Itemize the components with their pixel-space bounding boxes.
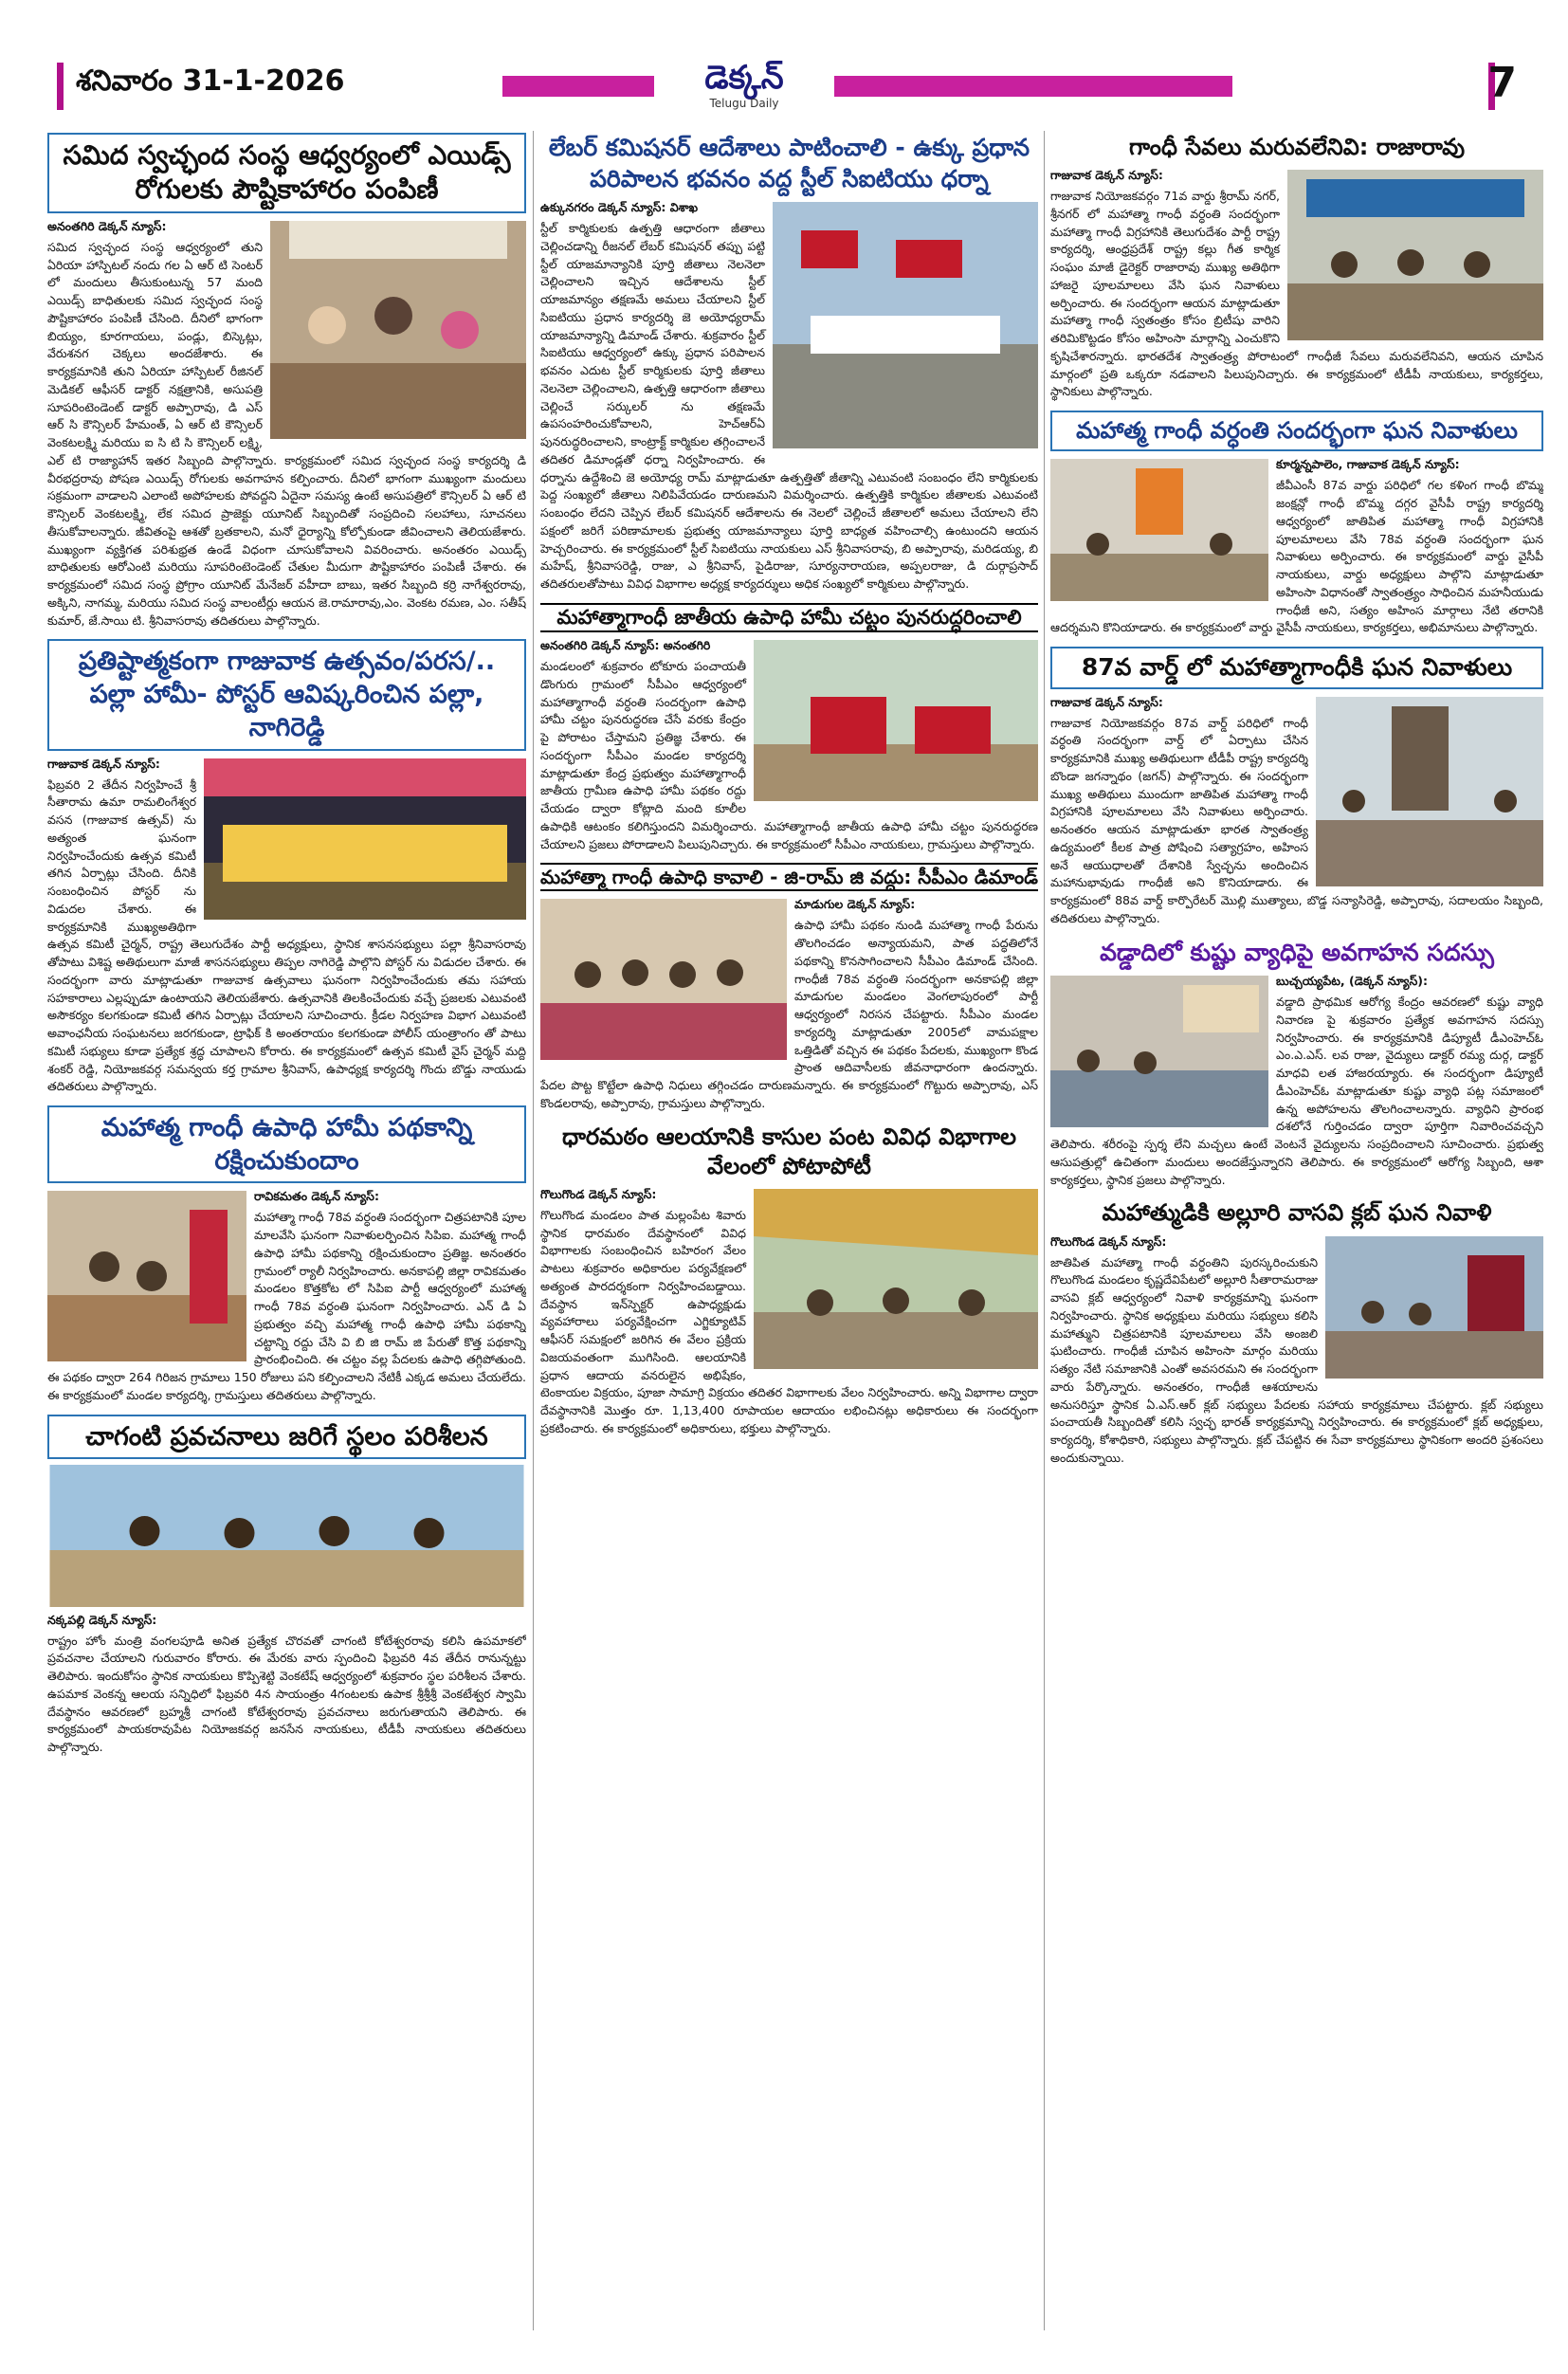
page-number: 7 xyxy=(1487,59,1517,107)
headline: మహాత్మ గాంధీ వర్ధంతి సందర్భంగా ఘన నివాళులు xyxy=(1050,411,1543,451)
article-body: గాజువాక నియోజకవర్గం 87వ వార్డ్ పరిధిలో గాంధీ వర్ధంతి సందర్భంగా వార్డ్ లో ఏర్పాటు చేసిన కార్యక్రమానికి ముఖ్య అతిథులుగా టీడీపీ రాష్ట్ర కార్యదర్శి బొండా జగన్నాథం (జగన్) పాల్గొన్నారు. ఈ సందర్భంగా ముఖ్య అతిథులు ముందుగా జాతిపిత మహాత్మా గాంధీ విగ్రహానికి పూలమాలలు వేసి నివాళులు అర్పించారు. అనంతరం ఆయన మాట్లాడుతూ భారత స్వాతంత్ర్య ఉద్యమంలో కీలక పాత్ర పోషించి సత్యాగ్రహం, అహింస అనే ఆయుధాలతో దేశానికి స్వేచ్ఛను అందించిన మహానుభావుడు గాంధీజీ అని కొనియాడారు. ఈ కార్యక్రమంలో 88వ వార్డ్ కార్పొరేటర్ మొల్లి ముత్యాలు, బొడ్డ సన్యాసిరెడ్డి, అప్పారావు, సదాలయం సిబ్బంది, తదితరులు పాల్గొన్నారు. xyxy=(1050,715,1543,925)
headline: 87వ వార్డ్ లో మహాత్మాగాంధీకి ఘన నివాళులు xyxy=(1050,647,1543,689)
byline: గాజువాక డెక్కన్ న్యూస్: xyxy=(47,756,160,771)
news-photo xyxy=(754,1189,1038,1369)
news-photo xyxy=(47,1465,526,1607)
news-photo xyxy=(1316,697,1543,886)
logo-subtitle: Telugu Daily xyxy=(709,97,779,110)
byline: నక్కపల్లి డెక్కన్ న్యూస్: xyxy=(47,1612,157,1627)
byline: అనంతగిరి డెక్కన్ న్యూస్: అనంతగిరి xyxy=(540,638,711,653)
logo-text: డెక్కన్ xyxy=(704,59,784,97)
byline: బుచ్చయ్యపేట, (డెక్కన్ న్యూస్): xyxy=(1276,974,1429,989)
column-right xyxy=(1050,131,1543,1477)
article-dharamatham xyxy=(540,1123,1038,1438)
news-photo xyxy=(47,1191,246,1361)
byline: ఉక్కునగరం డెక్కన్ న్యూస్: విశాఖ xyxy=(540,200,699,214)
headline: లేబర్ కమిషనర్ ఆదేశాలు పాటించాలి - ఉక్కు ప్రధాన పరిపాలన భవనం వద్ద స్టీల్ సిఐటియు ధర్నా xyxy=(548,134,1030,192)
article-body: జాతిపిత మహాత్మా గాంధీ వర్ధంతిని పురస్కరించుకుని గొలుగొండ మండలం కృష్ణదేవిపేటలో అల్లూరి సీతారామరాజు వాసవి క్లబ్ ఆధ్వర్యంలో నివాళి కార్యక్రమాన్ని ఘనంగా నిర్వహించారు. స్థానిక అధ్యక్షులు మరియు సభ్యులు కలిసి మహాత్ముని చిత్రపటానికి పూలమాలలు వేసి అంజలి ఘటించారు. గాంధీజీ చూపిన అహింసా మార్గం మరియు సత్యం నేటి సమాజానికి ఎంతో అవసరమని ఈ సందర్భంగా వారు పేర్కొన్నారు. అనంతరం, గాంధీజీ ఆశయాలను అనుసరిస్తూ స్థానిక ఏ.ఎస్.ఆర్ క్లబ్ సభ్యులు పేదలకు సహాయ కార్యక్రమాలు చేపట్టారు. క్లబ్ సభ్యులు పంచాయతీ సిబ్బందితో కలిసి స్వచ్ఛ భారత్ కార్యక్రమాన్ని నిర్వహించారు. ఈ కార్యక్రమంలో క్లబ్ అధ్యక్షులు, కార్యదర్శి, కోశాధికారి, సభ్యులు పాల్గొన్నారు. క్లబ్ చేపట్టిన ఈ సేవా కార్యక్రమాలు స్థానికంగా అందరి ప్రశంసలు అందుకున్నాయి. xyxy=(1050,1254,1543,1465)
article-body: స్టీల్ కార్మికులకు ఉత్పత్తి ఆధారంగా జీతాలు చెల్లించడాన్ని రీజనల్ లేబర్ కమిషనర్ తప్పు పట్టి స్టీల్ యాజమాన్యానికి పూర్తి జీతాలు నెలనెలా చెల్లించాలని ఇచ్చిన ఆదేశాలను స్టీల్ యాజమాన్యం తక్షణమే అమలు చేయాలని స్టీల్ సిఐటియు ప్రధాన కార్యదర్శి జె అయోధ్యరామ్ యాజమాన్యాన్ని డిమాండ్ చేశారు. శుక్రవారం స్టీల్ సిఐటియు ఆధ్వర్యంలో ఉక్కు ప్రధాన పరిపాలన భవనం ఎదుట స్టీల్ కార్మికులకు పూర్తి జీతాలు నెలనెలా చెల్లించాలని, ఉత్పత్తి ఆధారంగా జీతాలు చెల్లించే సర్కులర్ ను తక్షణమే ఉపసంహరించుకోవాలని, హెచ్ఆర్ఏ పునరుద్ధరించాలని, కాంట్రాక్ట్ కార్మికుల తగ్గించాలనే తదితర డిమాండ్లతో ధర్నా నిర్వహించారు. ఈ ధర్నాను ఉద్దేశించి జె అయోధ్య రామ్ మాట్లాడుతూ ఉత్పత్తితో జీతాన్ని ఎటువంటి సంబంధం లేని కార్మికులకు పెద్ద సంఖ్యలో జీతాలు నిలిపివేయడం దారుణమని విమర్శించారు. ఉత్పత్తికి కార్మికుల జీతాలకు ఎటువంటి సంబంధం లేదని చెప్పిన లేబర్ కమిషనర్ ఆదేశాలను ఈ నెలలో చెల్లించే జీతాలలో అమలు చేయాలని లేని పక్షంలో జరిగే పరిణామాలకు ప్రభుత్వ యాజమాన్యాలు పూర్తి బాధ్యత వహించాల్సి ఉంటుందని ఆయన హెచ్చరించారు. ఈ కార్యక్రమంలో స్టీల్ సిఐటియు నాయకులు ఎస్ శ్రీనివాసరావు, బి అప్పారావు, మరిడయ్య, బి మహేష్, శ్రీనివాసరెడ్డి, రాజు, ఎ శ్రీనివాస్, పైడిరాజు, సూర్యనారాయణ, అప్పలరాజు, డి దుర్గాప్రసాద్ తదితరులతోపాటు వివిధ విభాగాల అధ్యక్ష కార్యదర్శులు అధిక సంఖ్యలో కార్మికులు పాల్గొన్నారు. xyxy=(540,221,1038,591)
headline: ప్రతిష్టాత్మకంగా గాజువాక ఉత్సవం/పరస/.. పల్లా హామీ- పోస్టర్ ఆవిష్కరించిన పల్లా, నాగిరెడ్డి xyxy=(47,639,526,750)
news-photo xyxy=(1325,1236,1543,1379)
news-photo xyxy=(754,640,1038,801)
article-vasavi-club xyxy=(1050,1198,1543,1467)
column-middle xyxy=(540,131,1038,1448)
article-87-ward xyxy=(1050,647,1543,928)
article-upadhi-rakshinchu xyxy=(47,1105,526,1404)
byline: కూర్మన్నపాలెం, గాజువాక డెక్కన్ న్యూస్: xyxy=(1276,457,1460,472)
issue-date: శనివారం 31-1-2026 xyxy=(76,64,345,98)
column-rule xyxy=(1044,131,1045,2330)
masthead xyxy=(57,59,1536,116)
headline: చాగంటి ప్రవచనాలు జరిగే స్థలం పరిశీలన xyxy=(47,1415,526,1459)
headline: ధారమఠం ఆలయానికి కాసుల పంట వివిధ విభాగాల వేలంలో పోటాపోటీ xyxy=(561,1123,1017,1179)
article-steel-citu xyxy=(540,133,1038,594)
article-chaganti xyxy=(47,1415,526,1757)
article-cpm-demand xyxy=(540,863,1038,1112)
article-body: జీవీఎంసీ 87వ వార్డు పరిధిలో గల కళింగ గాంధీ బొమ్మ జంక్షన్లో గాంధీ బొమ్మ దగ్గర వైసీపీ రాష్ట్ర కార్యదర్శి ఆధ్వర్యంలో జాతిపిత మహాత్మా గాంధీ విగ్రహానికి పూలమాలలు వేసి 78వ వర్ధంతి సందర్భంగా ఘన నివాళులు అర్పించారు. ఈ కార్యక్రమంలో వార్డు వైసీపీ నాయకులు, వార్డు అధ్యక్షులు పాల్గొని మాట్లాడుతూ అహింసా విధానంతో స్వాతంత్ర్యం సాధించిన మహనీయుడు గాంధీజీ అని, సత్యం అహింస మార్గాలు నేటి తరానికి ఆదర్శమని కొనియాడారు. ఈ కార్యక్రమంలో వార్డు వైసీపీ నాయకులు, కార్యకర్తలు, అభిమానులు పాల్గొన్నారు. xyxy=(1050,478,1543,635)
news-photo xyxy=(773,202,1038,448)
byline: గొలుగొండ డెక్కన్ న్యూస్: xyxy=(1050,1233,1167,1249)
article-upadhi-punaruddharana xyxy=(540,603,1038,854)
article-body: సమిద స్వచ్ఛంద సంస్థ ఆధ్వర్యంలో తుని ఏరియా హాస్పిటల్ నందు గల ఏ ఆర్ టి సెంటర్ లో మందులు తీసుకుంటున్న 57 మంది ఎయిడ్స్ బాధితులకు సమిద స్వచ్ఛంద సంస్థ పౌష్టికాహారం పంపిణీ చేసింది. దీనిలో భాగంగా బియ్యం, కూరగాయలు, పండ్లు, బిస్కెట్లు, వేరుశనగ చెక్కలు అందజేశారు. ఈ కార్యక్రమానికి తుని ఏరియా హాస్పిటల్ రీజినల్ మెడికల్ ఆఫీసర్ డాక్టర్ నక్షత్రానికి, అసుపత్రి సూపరింటెండెంట్ డాక్టర్ అప్పారావు, డి ఎస్ ఆర్ సి కౌన్సిలర్ హేమంత్, ఏ ఆర్ టి కౌన్సిలర్ వెంకటలక్ష్మి మరియు ఐ సి టి సి కౌన్సిలర్ లక్ష్మి, ఎల్ టి రాజ్యాహాన్ ఇతర సిబ్బంది పాల్గొన్నారు. కార్యక్రమంలో సమిద స్వచ్ఛంద సంస్థ కార్యదర్శి డి వీరభద్రరావు పోషణ ఎయిడ్స్ రోగులకు అవగాహన కల్పించారు. దీనిలో భాగంగా ముఖ్యంగా మందులు సక్రమంగా వాడాలని ఎలాంటి అపోహలకు పోవద్దని ఏదైనా సమస్య ఉంటే అసుపత్రిలో కౌన్సిలర్ ఏ ఆర్ టి కౌన్సిలర్ వెంకటలక్ష్మి, లేక సమిద ప్రాజెక్టు యూనిట్ సిబ్బందితో సంప్రదించి సలహాలు, సూచనలు తీసుకోవాలన్నారు. జీవితంపై ఆశతో బ్రతకాలని, మనో ధైర్యాన్ని కోల్పోకుండా జీవించాలని తెలియజేశారు. ముఖ్యంగా వ్యక్తిగత పరిశుభ్రత ఉండే విధంగా చూసుకోవాలని వివరించారు. అనంతరం ఎయిడ్స్ బాధితులకు ఆరోఎంటి మరియు సూపరింటెండెంట్ చేతుల మీదుగా పౌష్టికాహారం పంపిణీ చేశారు. ఈ కార్యక్రమంలో సమిద సంస్థ ప్రోగ్రాం యూనిట్ మేనేజర్ వహీదా బాబు, ఇతర సిబ్బంది కర్రి నాగేశ్వరరావు, అక్కిని, నాగమ్మ, మరియు సమిద సంస్థ వాలంటీర్లు ఆయన జె.రామారావు,ఎం. వెంకట రమణ, ఎం. సతీష్ కుమార్, జే.సాయి టి. శ్రీనివాసరావు తదితరులు పాల్గొన్నారు. xyxy=(47,239,526,628)
headline: మహాత్ముడికి అల్లూరి వాసవి క్లబ్ ఘన నివాళి xyxy=(1102,1199,1492,1227)
column-left xyxy=(47,131,526,1766)
headline: మహాత్మా గాంధీ ఉపాధి కావాలి - జి-రామ్ జి వద్దు: సీపీఎం డిమాండ్ xyxy=(540,863,1038,891)
article-body: గాజువాక నియోజకవర్గం 71వ వార్డు శ్రీరామ్ నగర్, శ్రీనగర్ లో మహాత్మా గాంధీ వర్ధంతి సందర్భంగా మహాత్మా గాంధీ విగ్రహానికి తెలుగుదేశం పార్టీ రాష్ట్ర కార్యదర్శి, ఆంధ్రప్రదేశ్ రాష్ట్ర కల్లు గీత కార్మిక సంఘం మాజీ డైరెక్టర్ రాజారావు ముఖ్య అతిథిగా హాజరై పూలమాలలు వేసి ఘన నివాళులు అర్పించారు. ఈ సందర్భంగా ఆయన మాట్లాడుతూ మహాత్మా గాంధీ స్వతంత్రం కోసం బ్రిటీషు వారిని తరిమికొట్టడం కోసం అహింసా మార్గాన్ని ఎంచుకొని కృషిచేశారన్నారు. భారతదేశ స్వాతంత్ర్య పోరాటంలో గాంధీజీ సేవలు మరువలేనివని, ఆయన చూపిన మార్గంలో ప్రతి ఒక్కరూ నడవాలని పిలుపునిచ్చారు. ఈ కార్యక్రమంలో టీడీపీ నాయకులు, కార్యకర్తలు, స్థానికులు పాల్గొన్నారు. xyxy=(1050,189,1543,399)
byline: మాడుగుల డెక్కన్ న్యూస్: xyxy=(794,897,916,912)
byline: రావికమతం డెక్కన్ న్యూస్: xyxy=(254,1189,379,1204)
article-body: వడ్డాది ప్రాథమిక ఆరోగ్య కేంద్రం ఆవరణలో కుష్టు వ్యాధి నివారణ పై శుక్రవారం ప్రత్యేక అవగాహన సదస్సు నిర్వహించారు. ఈ కార్యక్రమానికి డిప్యూటీ డీఎంహెచ్ఓ ఎం.ఎ.ఎస్. లవ రాజు, వైద్యులు డాక్టర్ రమ్య దుర్గ, డాక్టర్ మాధవి లత హాజరయ్యారు. ఈ సందర్భంగా డిప్యూటీ డీఎంహెచ్ఓ మాట్లాడుతూ కుష్టు వ్యాధి పట్ల సమాజంలో ఉన్న అపోహలను తొలగించాలన్నారు. వ్యాధిని ప్రారంభ దశలోనే గుర్తించడం ద్వారా పూర్తిగా నివారించవచ్చని తెలిపారు. శరీరంపై స్పర్శ లేని మచ్చలు ఉంటే వెంటనే వైద్యులను సంప్రదించాలని సూచించారు. ప్రభుత్వ ఆసుపత్రుల్లో ఉచితంగా మందులు అందజేస్తున్నారని తెలిపారు. ఈ కార్యక్రమంలో ఆరోగ్య సిబ్బంది, ఆశా కార్యకర్తలు, స్థానిక ప్రజలు పాల్గొన్నారు. xyxy=(1050,995,1543,1187)
headline: మహాత్మ గాంధీ ఉపాధి హామీ పథకాన్ని రక్షించుకుందాం xyxy=(47,1105,526,1183)
article-leprosy-awareness xyxy=(1050,938,1543,1190)
news-photo xyxy=(1050,976,1268,1127)
headline: సమిద స్వచ్ఛంద సంస్థ ఆధ్వర్యంలో ఎయిడ్స్ రోగులకు పౌష్టికాహారం పంపిణీ xyxy=(47,133,526,213)
news-photo xyxy=(270,221,526,439)
news-photo xyxy=(1287,170,1543,340)
headline: గాంధీ సేవలు మరువలేనివి: రాజారావు xyxy=(1128,134,1466,160)
article-gandhi-vardhanthi xyxy=(1050,411,1543,637)
byline: గాజువాక డెక్కన్ న్యూస్: xyxy=(1050,694,1163,709)
article-body: గొలుగొండ మండలం పాత మల్లంపేట శివారు స్థానిక ధారమఠం దేవస్థానంలో వివిధ విభాగాలకు సంబంధించిన బహిరంగ వేలం పాటలు శుక్రవారం అధికారుల పర్యవేక్షణలో అత్యంత పారదర్శకంగా నిర్వహించబడ్డాయి. దేవస్థాన ఇన్‌స్పెక్టర్ ఉపాధ్యక్షుడు వ్యవహారాలు పర్యవేక్షించగా ఎగ్జిక్యూటివ్ ఆఫీసర్ సమక్షంలో జరిగిన ఈ వేలం ప్రక్రియ విజయవంతంగా ముగిసింది. ఆలయానికి ప్రధాన ఆదాయ వనరులైన అభిషేకం, టెంకాయల విక్రయం, పూజా సామాగ్రి విక్రయం తదితర విభాగాలకు వేలం నిర్వహించారు. అన్ని విభాగాల ద్వారా దేవస్థానానికి మొత్తం రూ. 1,13,400 రూపాయల ఆదాయం లభించినట్లు అధికారులు ఈ సందర్భంగా ప్రకటించారు. ఈ కార్యక్రమంలో అధికారులు, భక్తులు పాల్గొన్నారు. xyxy=(540,1207,1038,1435)
article-body: ఉపాధి హామీ పథకం నుండి మహాత్మా గాంధీ పేరును తొలగించడం అన్యాయమని, పాత పద్ధతిలోనే పథకాన్ని కొనసాగించాలని సీపీఎం డిమాండ్ చేసింది. గాంధీజీ 78వ వర్ధంతి సందర్భంగా అనకాపల్లి జిల్లా మాడుగుల మండలం వెంగలాపురంలో పార్టీ ఆధ్వర్యంలో నిరసన చేపట్టారు. సీపీఎం మండల కార్యదర్శి మాట్లాడుతూ 2005లో వామపక్షాల ఒత్తిడితో వచ్చిన ఈ పథకం పేదలకు, ముఖ్యంగా కొండ ప్రాంత ఆదివాసీలకు జీవనాధారంగా ఉందన్నారు. పేదల పొట్ట కొట్టేలా ఉపాధి నిధులు తగ్గించడం దారుణమన్నారు. ఈ కార్యక్రమంలో గొట్టురు అప్పారావు, ఎస్ కొండలరావు, అప్పారావు, గ్రామస్తులు పాల్గొన్నారు. xyxy=(540,918,1038,1110)
news-photo xyxy=(540,899,787,1060)
byline: గొలుగొండ డెక్కన్ న్యూస్: xyxy=(540,1186,657,1201)
news-photo xyxy=(204,758,526,920)
article-body: రాష్ట్రం హోం మంత్రి వంగలపూడి అనిత ప్రత్యేక చొరవతో చాగంటి కోటేశ్వరరావు కలిసి ఉపమాకలో ప్రవచనాల చేయాలని గురువారం కోరారు. ఈ మేరకు వారు స్పందించి ఫిబ్రవరి 4వ తేదీన రానున్నట్టు తెలిపారు. ఇందుకోసం స్థానిక నాయకులు కొప్పిశెట్టి వెంకటేష్ ఆధ్వర్యంలో శుక్రవారం స్థల పరిశీలన చేశారు. ఉపమాక వెంకన్న ఆలయ సన్నిధిలో ఫిబ్రవరి 4న సాయంత్రం 4గంటలకు ఉపాక శ్రీశ్రీశ్రీ వెంకటేశ్వర స్వామి దేవస్థానం ఆవరణలో బ్రహ్మశ్రీ చాగంటి కోటేశ్వరరావు ప్రవచనాలు జరుగుతాయని తెలిపారు. ఈ కార్యక్రమంలో పాయకరావుపేట నియోజకవర్గ జనసేన నాయకులు, టీడీపీ నాయకులు తదితరులు పాల్గొన్నారు. xyxy=(47,1633,526,1755)
headline: మహాత్మాగాంధీ జాతీయ ఉపాధి హామీ చట్టం పునరుద్ధరించాలి xyxy=(540,603,1038,632)
article-body: మండలంలో శుక్రవారం టోకూరు పంచాయతీ డొంగురు గ్రామంలో సీపీఎం ఆధ్వర్యంలో మహాత్మాగాంధీ వర్ధంతి సందర్భంగా ఉపాధి హామీ చట్టం పునరుద్ధరణ చేసే వరకు కేంద్రం పై పోరాటం చేస్తామని ప్రతిజ్ఞ చేశారు. ఈ సందర్భంగా సీపీఎం మండల కార్యదర్శి మాట్లాడుతూ కేంద్ర ప్రభుత్వం మహాత్మాగాంధీ జాతీయ గ్రామీణ ఉపాధి హామీ పథకం రద్దు చేయడం ద్వారా కోట్లాది మంది కూలీల ఉపాధికి ఆటంకం కలిగిస్తుందని విమర్శించారు. మహాత్మాగాంధీ జాతీయ ఉపాధి హామీ చట్టం పునరుద్ధరణ చేయాలని ప్రజలు పోరాడాలని పిలుపునిచ్చారు. ఈ కార్యక్రమంలో సీపీఎం నాయకులు, గ్రామస్తులు పాల్గొన్నారు. xyxy=(540,659,1038,851)
newspaper-logo xyxy=(654,59,834,114)
article-samida-aids xyxy=(47,133,526,630)
article-body: మహాత్మా గాంధీ 78వ వర్ధంతి సందర్భంగా చిత్రపటానికి పూల మాలవేసి ఘనంగా నివాళులర్పించిన సిపిఐ. మహాత్మ గాంధీ ఉపాధి హామీ పథకాన్ని రక్షించుకుందాం ప్రతిజ్ఞ. అనంతరం గ్రామంలో ర్యాలీ నిర్వహించారు. అనకాపల్లి జిల్లా రావికమతం మండలం కొత్తకోట లో సిపిఐ పార్టీ ఆధ్వర్యంలో మహాత్మ గాంధీ 78వ వర్ధంతి ఘనంగా నిర్వహించారు. ఎన్ డి ఏ ప్రభుత్వం వచ్చి మహాత్మ గాంధీ ఉపాధి హామీ పథకాన్ని చట్టాన్ని రద్దు చేసి వి బి జి రామ్ జి పేరుతో కొత్త పథకాన్ని ప్రారంభించింది. ఈ చట్టం వల్ల పేదలకు ఉపాధి తగ్గిపోతుంది. ఈ పథకం ద్వారా 264 గిరిజన గ్రామాలు 150 రోజులు పని కల్పించాలని నేటికీ ఎక్కడ అమలు చేయలేదు. ఈ కార్యక్రమంలో మండల కార్యదర్శి, గ్రామస్తులు తదితరులు పాల్గొన్నారు. xyxy=(47,1210,526,1402)
byline: గాజువాక డెక్కన్ న్యూస్: xyxy=(1050,168,1163,183)
header-accent-bar-left xyxy=(57,63,64,110)
column-rule xyxy=(533,131,534,2330)
headline: వడ్డాదిలో కుష్టు వ్యాధిపై అవగాహన సదస్సు xyxy=(1100,938,1494,966)
article-gandhi-sevalu xyxy=(1050,133,1543,401)
header-band xyxy=(502,76,1232,97)
news-photo xyxy=(1050,459,1268,601)
byline: అనంతగిరి డెక్కన్ న్యూస్: xyxy=(47,218,167,233)
article-body: ఫిబ్రవరి 2 తేదీన నిర్వహించే శ్రీ సీతారామ ఉమా రామలింగేశ్వర వసన (గాజువాక ఉత్సవ్) ను అత్యంత ఘనంగా నిర్వహించేందుకు ఉత్సవ కమిటీ తగిన ఏర్పాట్లు చేసింది. దీనికి సంబంధించిన పోస్టర్ ను విడుదల చేశారు. ఈ కార్యక్రమానికి ముఖ్యఅతిథిగా ఉత్సవ కమిటీ చైర్మన్, రాష్ట్ర తెలుగుదేశం పార్టీ అధ్యక్షులు, స్థానిక శాసనసభ్యులు పల్లా శ్రీనివాసరావు తోపాటు విశిష్ట అతిథులుగా మాజీ శాసనసభ్యులు తిప్పల నాగిరెడ్డి పాల్గొని పోస్టర్ ను విడుదల చేశారు. ఈ సందర్భంగా వారు మాట్లాడుతూ గాజువాక ఉత్సవాలు ఘనంగా నిర్వహించేందుకు తమ సహాయ సహకారాలు ఎల్లప్పుడూ ఉంటాయని తెలియజేశారు. ఉత్సవానికి తిలకించేందుకు వచ్చే ప్రజలకు ఎటువంటి అసౌకర్యం కలగకుండా కమిటీ తగిన ఏర్పాట్లు చేయాలని సూచించారు. క్రీడల నిర్వహణ విభాగ ఎటువంటి అవాంఛనీయ సంఘటనలు జరగకుండా, ట్రాఫిక్ కి అంతరాయం కలగకుండా పోలీస్ యంత్రాంగం తో పాటు కమిటీ సభ్యులు కూడా ప్రత్యేక శ్రద్ధ చూపాలని కోరారు. ఈ కార్యక్రమంలో ఉత్సవ కమిటీ వైస్ చైర్మన్ మద్ది శంకర్ రెడ్డి, నియోజకవర్గ సమన్వయ కర్త గ్రామాల శ్రీనివాస్, ఉపాధ్యక్ష కార్యదర్శి గొందు బొడ్డు నాయుడు తదితరులు పాల్గొన్నారు. xyxy=(47,776,526,1094)
article-gajuwaka-utsav xyxy=(47,639,526,1096)
